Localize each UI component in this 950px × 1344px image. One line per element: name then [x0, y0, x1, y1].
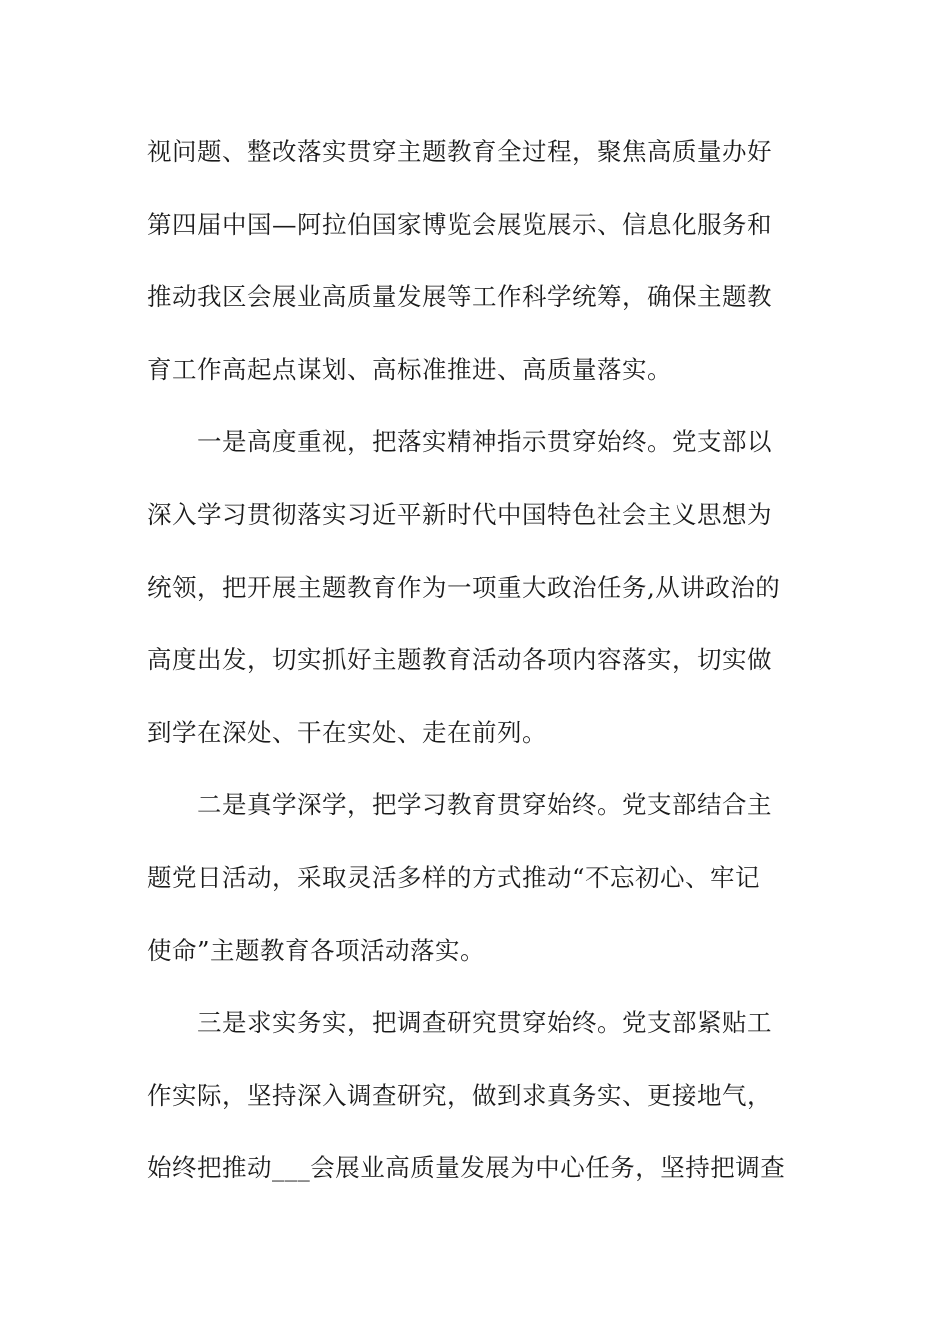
document-body [147, 126, 807, 1215]
text-line: 题党日活动，采取灵活多样的方式推动“不忘初心、牢记 [147, 862, 761, 892]
text-line: 育工作高起点谋划、高标准推进、高质量落实。 [147, 354, 672, 384]
text-line: 作实际，坚持深入调查研究，做到求真务实、更接地气， [147, 1080, 772, 1110]
text-line: 推动我区会展业高质量发展等工作科学统筹，确保主题教 [147, 282, 772, 312]
text-line: 视问题、整改落实贯穿主题教育全过程，聚焦高质量办好 [147, 137, 772, 166]
text-line: 第四届中国—阿拉伯国家博览会展览展示、信息化服务和 [147, 209, 772, 239]
text-line: 到学在深处、干在实处、走在前列。 [147, 717, 547, 747]
paragraph-start-line: 一是高度重视，把落实精神指示贯穿始终。党支部以 [197, 427, 772, 457]
text-line: 统领，把开展主题教育作为一项重大政治任务,从讲政治的 [147, 572, 781, 602]
text-line: 深入学习贯彻落实习近平新时代中国特色社会主义思想为 [147, 499, 772, 529]
paragraph-start-line: 二是真学深学，把学习教育贯穿始终。党支部结合主 [197, 790, 772, 820]
paragraph-start-line: 三是求实务实，把调查研究贯穿始终。党支部紧贴工 [197, 1008, 772, 1038]
text-line: 使命”主题教育各项活动落实。 [147, 935, 486, 965]
text-line: 始终把推动___会展业高质量发展为中心任务，坚持把调查 [147, 1153, 786, 1183]
text-line: 高度出发，切实抓好主题教育活动各项内容落实，切实做 [147, 645, 772, 675]
